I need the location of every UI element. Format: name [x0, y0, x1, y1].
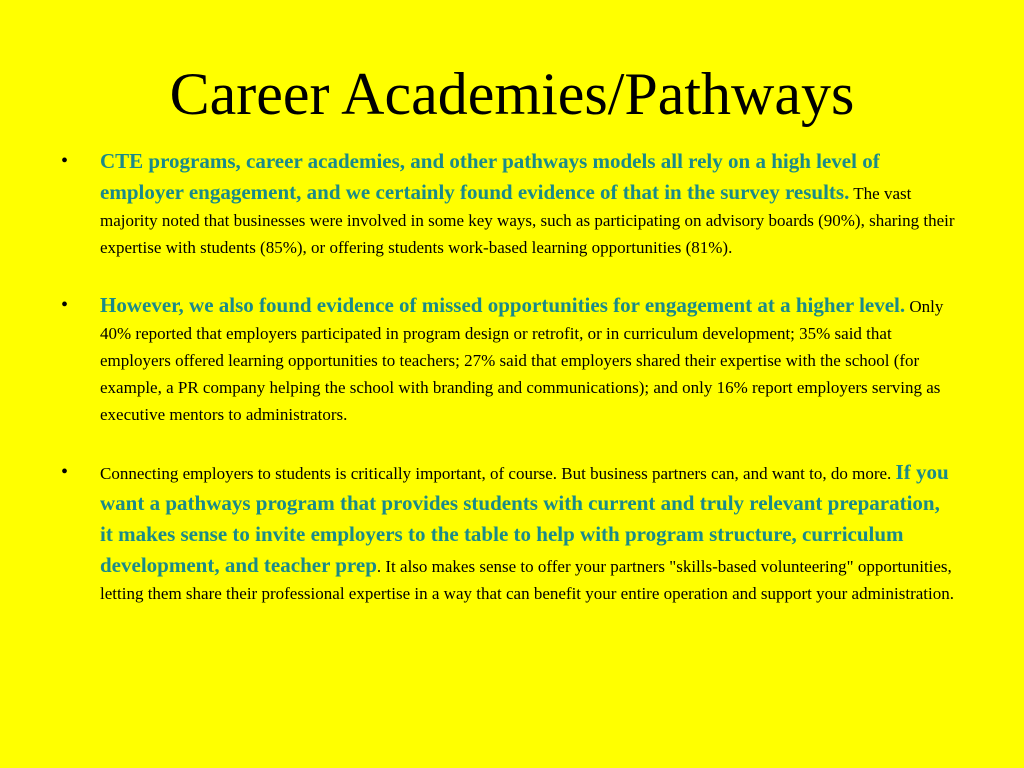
bullet-item	[55, 457, 955, 608]
bullet-icon: •	[61, 461, 69, 483]
slide-title: Career Academies/Pathways	[169, 61, 855, 127]
bullet-body: The vast majority noted that businesses were involved in some key ways, such as participating on advisory boards (90%), sharing their expertise with students (85%), or offering students work-based learning opportunities (81%).	[100, 184, 955, 257]
bullet-lead: Connecting employers to students is critically important, of course. But business partners can, and want to, do more.	[100, 464, 896, 483]
bullet-text	[100, 146, 955, 262]
bullet-highlight: However, we also found evidence of missed opportunities for engagement at a higher level.	[100, 293, 906, 317]
bullet-item	[55, 146, 955, 262]
bullet-icon: •	[61, 294, 69, 316]
bullet-text	[100, 457, 955, 608]
bullet-list	[55, 146, 955, 608]
bullet-body: . It also makes sense to offer your partners "skills-based volunteering" opportunities, letting them share their professional expertise in a way that can benefit your entire operation and support your administration.	[100, 557, 954, 603]
bullet-body: Only 40% reported that employers participated in program design or retrofit, or in curriculum development; 35% said that employers offered learning opportunities to teachers; 27% said that employers shared their expertise with the school (for example, a PR company helping the school with branding and communications); and only 16% report employers serving as executive mentors to administrators.	[100, 297, 944, 424]
bullet-text	[100, 290, 955, 429]
bullet-icon: •	[61, 150, 69, 172]
bullet-highlight: If you want a pathways program that provides students with current and truly relevant preparation, it makes sense to invite employers to the table to help with program structure, curriculum development, and teacher prep	[100, 460, 949, 577]
bullet-item	[55, 290, 955, 429]
bullet-highlight: CTE programs, career academies, and other pathways models all rely on a high level of employer engagement, and we certainly found evidence of that in the survey results.	[100, 149, 880, 204]
